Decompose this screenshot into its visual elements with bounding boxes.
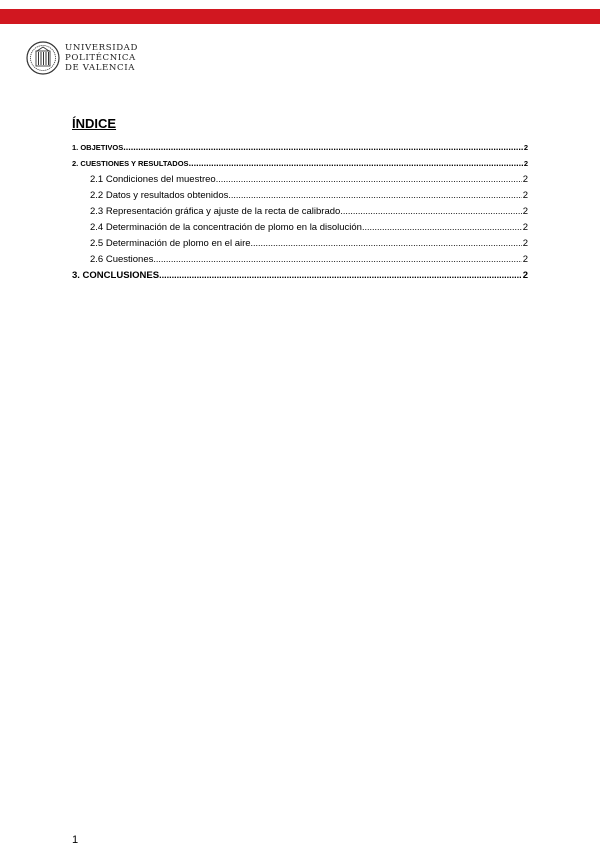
toc-entry-page: 2: [522, 238, 528, 249]
toc-entry-cuestiones-resultados[interactable]: [72, 155, 528, 171]
toc-entry-page: 2: [523, 143, 528, 152]
toc-leader-dots: [251, 235, 522, 251]
toc-leader-dots: [340, 203, 521, 219]
toc-entry-2-1[interactable]: [72, 171, 528, 187]
toc-entry-text: 2.6 Cuestiones: [90, 254, 154, 265]
toc-entry-page: 2: [522, 190, 528, 201]
toc-leader-dots: [189, 155, 523, 171]
toc-entry-page: 2: [522, 254, 528, 265]
toc-leader-dots: [159, 267, 522, 283]
toc-entry-conclusiones[interactable]: [72, 267, 528, 283]
toc-entry-page: 2: [522, 222, 528, 233]
page-number: 1: [72, 834, 79, 846]
university-logo-text: [65, 43, 138, 73]
table-of-contents: [72, 139, 528, 283]
toc-entry-text: 2.2 Datos y resultados obtenidos: [90, 190, 229, 201]
toc-entry-text: 2.5 Determinación de plomo en el aire: [90, 238, 251, 249]
toc-entry-2-2[interactable]: [72, 187, 528, 203]
toc-leader-dots: [216, 171, 522, 187]
university-seal-icon: [26, 41, 60, 75]
toc-entry-page: 2: [523, 159, 528, 168]
toc-entry-objetivos[interactable]: [72, 139, 528, 155]
toc-entry-page: 2: [522, 270, 528, 281]
toc-leader-dots: [153, 251, 521, 267]
toc-leader-dots: [123, 139, 523, 155]
toc-entry-2-6[interactable]: [72, 251, 528, 267]
toc-entry-text: 3. CONCLUSIONES: [72, 270, 160, 281]
university-logo: [26, 40, 138, 76]
toc-leader-dots: [228, 187, 521, 203]
toc-entry-text: 2.3 Representación gráfica y ajuste de la recta de calibrado: [90, 206, 341, 217]
logo-line-1: UNIVERSIDAD: [65, 43, 138, 53]
toc-entry-text: 2.1 Condiciones del muestreo: [90, 174, 216, 185]
toc-title: ÍNDICE: [72, 116, 117, 131]
toc-entry-2-4[interactable]: [72, 219, 528, 235]
toc-leader-dots: [362, 219, 522, 235]
header-bar: [0, 9, 600, 24]
toc-entry-text: 2.4 Determinación de la concentración de plomo en la disolución: [90, 222, 362, 233]
logo-line-3: DE VALENCIA: [65, 63, 135, 73]
logo-line-2: POLITÉCNICA: [65, 53, 136, 63]
toc-entry-page: 2: [522, 206, 528, 217]
toc-entry-2-3[interactable]: [72, 203, 528, 219]
toc-entry-text: 2. CUESTIONES Y RESULTADOS: [72, 159, 189, 168]
toc-entry-page: 2: [522, 174, 528, 185]
toc-entry-2-5[interactable]: [72, 235, 528, 251]
toc-entry-text: 1. OBJETIVOS: [72, 143, 124, 152]
